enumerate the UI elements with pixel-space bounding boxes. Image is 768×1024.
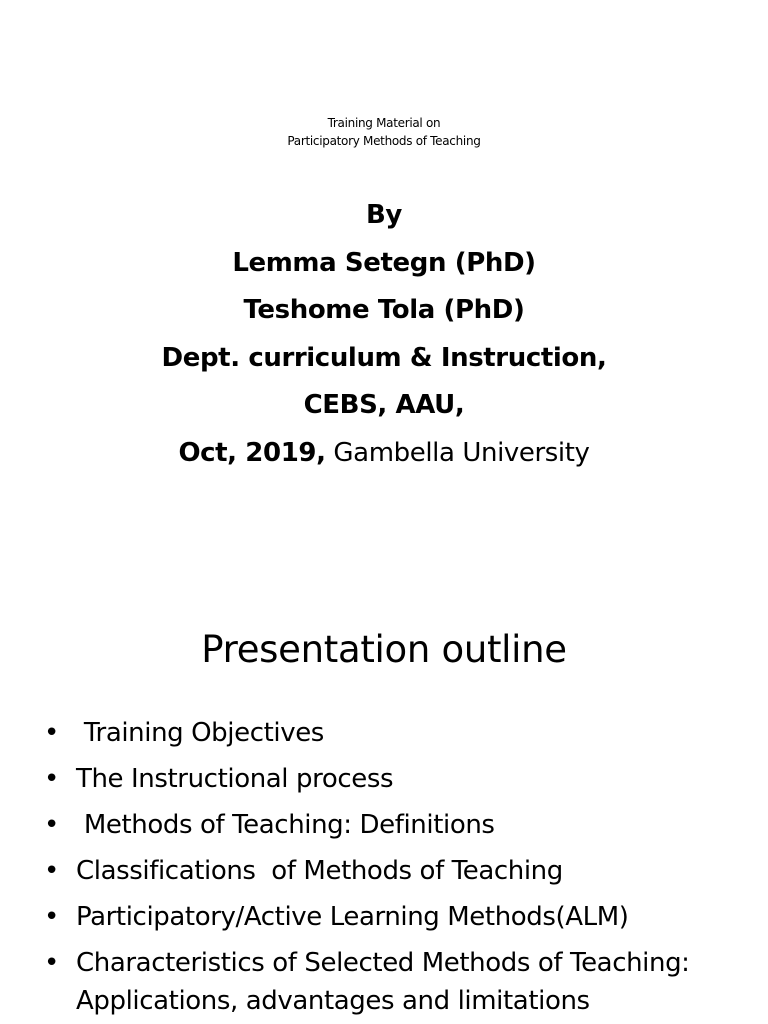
department: Dept. curriculum & Instruction,	[161, 342, 607, 373]
date-venue	[0, 430, 768, 478]
bullet-icon: •	[44, 856, 59, 886]
list-item-text: The Instructional process	[76, 764, 394, 794]
author-lemma: Lemma Setegn (PhD)	[232, 247, 536, 278]
bullet-icon: •	[44, 902, 59, 932]
training-title-line1: Training Material on	[327, 116, 441, 130]
venue: Gambella University	[325, 437, 590, 468]
college: CEBS, AAU,	[303, 390, 465, 421]
bullet-icon: •	[44, 764, 59, 794]
list-item	[44, 852, 764, 890]
outline-list	[44, 714, 764, 1020]
list-item-text-continued: Applications, advantages and limitations	[76, 986, 590, 1016]
training-title	[0, 114, 768, 150]
list-item	[44, 714, 764, 752]
list-item	[44, 944, 764, 1020]
list-item	[44, 760, 764, 798]
bullet-icon: •	[44, 948, 59, 978]
list-item-text: Training Objectives	[76, 718, 324, 748]
training-title-line2: Participatory Methods of Teaching	[287, 134, 481, 148]
outline-title: Presentation outline	[201, 628, 567, 671]
by-label: By	[366, 200, 402, 230]
author-block	[0, 192, 768, 478]
bullet-icon: •	[44, 718, 59, 748]
list-item-text: Participatory/Active Learning Methods(ALM)	[76, 902, 629, 932]
author-teshome: Teshome Tola (PhD)	[243, 295, 525, 326]
list-item-text: Methods of Teaching: Definitions	[76, 810, 495, 840]
date: Oct, 2019,	[178, 437, 326, 468]
bullet-icon: •	[44, 810, 59, 840]
list-item	[44, 806, 764, 844]
list-item	[44, 898, 764, 936]
list-item-text: Characteristics of Selected Methods of Teaching:	[76, 948, 690, 978]
list-item-text: Classifications of Methods of Teaching	[76, 856, 563, 886]
